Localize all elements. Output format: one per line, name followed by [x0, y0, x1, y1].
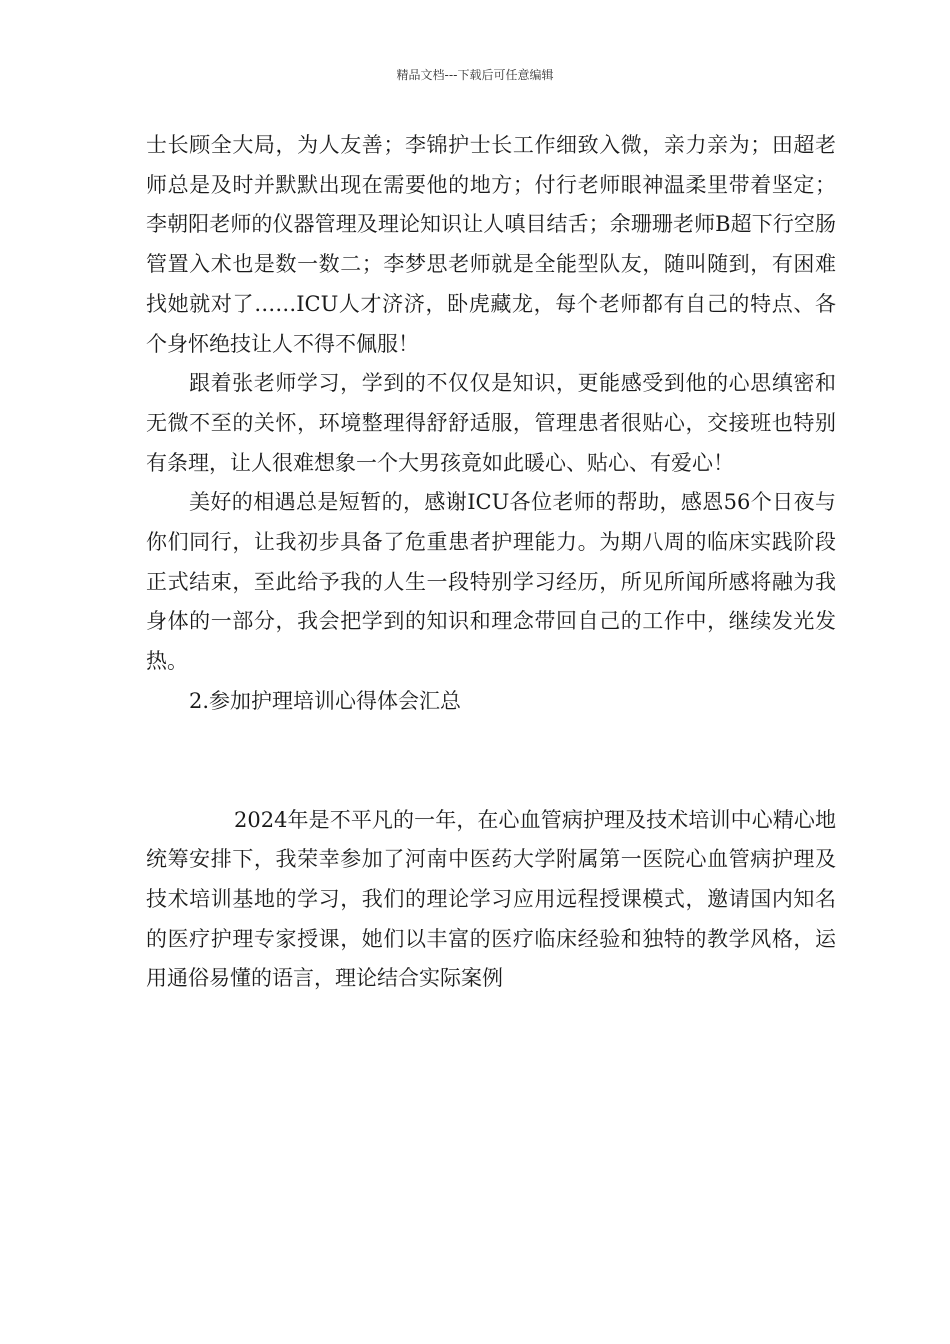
section-gap [146, 722, 836, 801]
document-body [146, 126, 836, 999]
section-heading: 2.参加护理培训心得体会汇总 [189, 688, 462, 713]
page-header: 精品文档---下载后可任意编辑 [396, 68, 554, 82]
paragraph-teacher-zhang: 跟着张老师学习，学到的不仅仅是知识，更能感受到他的心思缜密和无微不至的关怀，环境整理得舒舒适服，管理患者很贴心，交接班也特别有条理，让人很难想象一个大男孩竟如此暖心、贴心、有爱心！ [146, 371, 836, 475]
paragraph-colleagues: 士长顾全大局，为人友善；李锦护士长工作细致入微，亲力亲为；田超老师总是及时并默默出现在需要他的地方；付行老师眼神温柔里带着坚定；李朝阳老师的仪器管理及理论知识让人嗔目结舌；余珊珊老师B超下行空肠管置入术也是数一数二；李梦思老师就是全能型队友，随叫随到，有困难找她就对了……ICU人才济济，卧虎藏龙，每个老师都有自己的特点、各个身怀绝技让人不得不佩服！ [146, 133, 836, 356]
paragraph-training-2024: 2024年是不平凡的一年，在心血管病护理及技术培训中心精心地统筹安排下，我荣幸参加了河南中医药大学附属第一医院心血管病护理及技术培训基地的学习，我们的理论学习应用远程授课模式，邀请国内知名的医疗护理专家授课，她们以丰富的医疗临床经验和独特的教学风格，运用通俗易懂的语言，理论结合实际案例 [146, 807, 836, 991]
paragraph-gratitude: 美好的相遇总是短暂的，感谢ICU各位老师的帮助，感恩56个日夜与你们同行，让我初步具备了危重患者护理能力。为期八周的临床实践阶段正式结束，至此给予我的人生一段特别学习经历，所见所闻所感将融为我身体的一部分，我会把学到的知识和理念带回自己的工作中，继续发光发热。 [146, 490, 836, 674]
